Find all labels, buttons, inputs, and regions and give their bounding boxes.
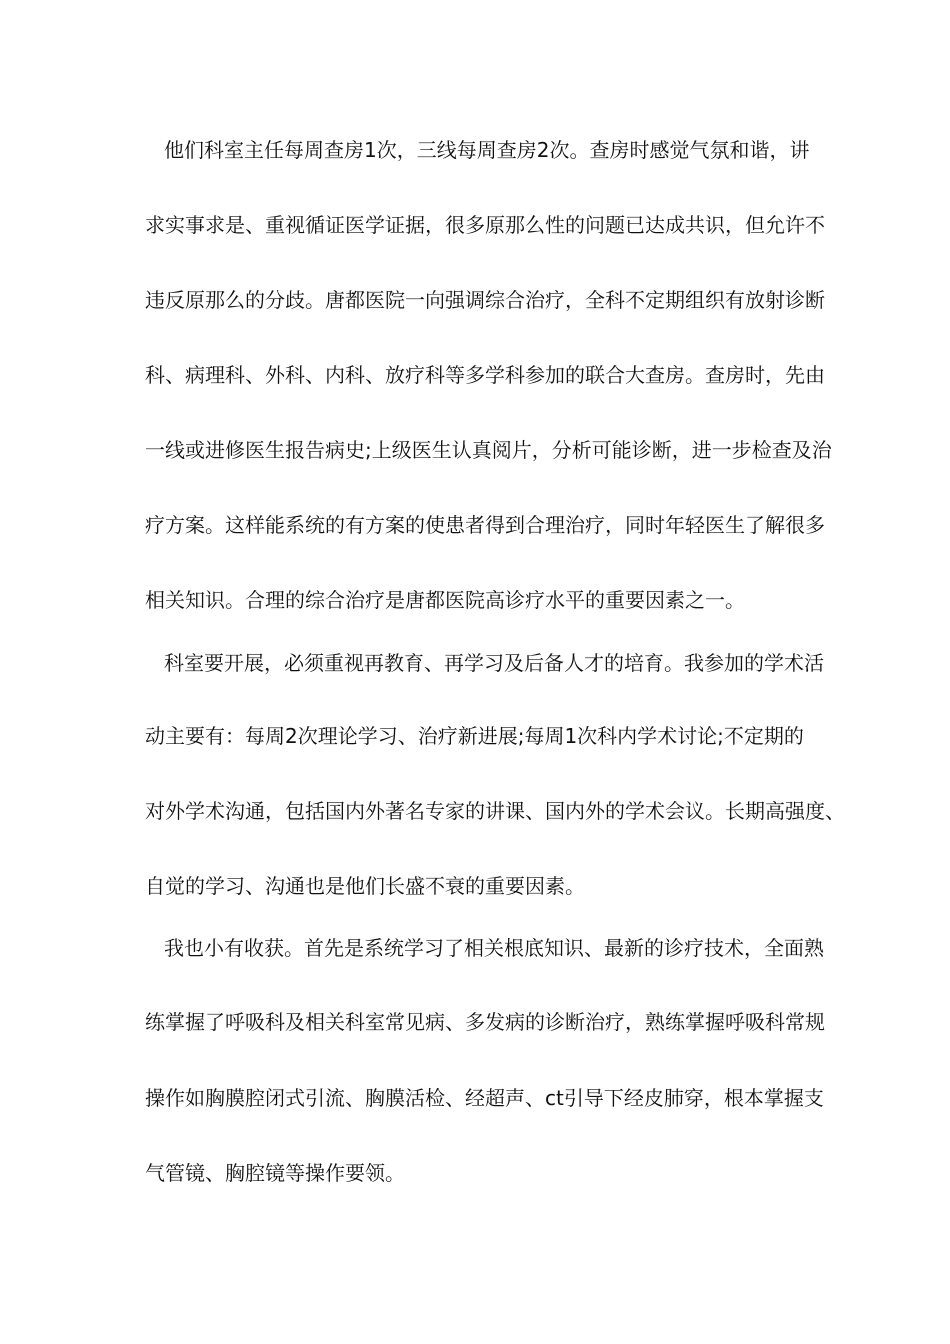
paragraph-3-line-4: 气管镜、胸腔镜等操作要领。 — [145, 1161, 405, 1185]
paragraph-3-line-3: 操作如胸膜腔闭式引流、胸膜活检、经超声、ct引导下经皮肺穿，根本掌握支 — [145, 1086, 824, 1110]
paragraph-3-line-2: 练掌握了呼吸科及相关科室常见病、多发病的诊断治疗，熟练掌握呼吸科常规 — [145, 1010, 825, 1034]
paragraph-3-line-1: 我也小有收获。首先是系统学习了相关根底知识、最新的诊疗技术，全面熟 — [164, 936, 824, 960]
paragraph-2-line-4: 自觉的学习、沟通也是他们长盛不衰的重要因素。 — [145, 874, 585, 898]
paragraph-1-line-3: 违反原那么的分歧。唐都医院一向强调综合治疗，全科不定期组织有放射诊断 — [145, 288, 825, 312]
paragraph-1-line-1: 他们科室主任每周查房1次，三线每周查房2次。查房时感觉气氛和谐，讲 — [164, 138, 810, 162]
paragraph-1-line-7: 相关知识。合理的综合治疗是唐都医院高诊疗水平的重要因素之一。 — [145, 588, 745, 612]
paragraph-1-line-2: 求实事求是、重视循证医学证据，很多原那么性的问题已达成共识，但允许不 — [145, 213, 825, 237]
paragraph-1-line-5: 一线或进修医生报告病史;上级医生认真阅片，分析可能诊断，进一步检查及治 — [145, 438, 832, 462]
paragraph-2-line-3: 对外学术沟通，包括国内外著名专家的讲课、国内外的学术会议。长期高强度、 — [145, 799, 845, 823]
paragraph-2-line-1: 科室要开展，必须重视再教育、再学习及后备人才的培育。我参加的学术活 — [164, 651, 824, 675]
paragraph-1-line-4: 科、病理科、外科、内科、放疗科等多学科参加的联合大查房。查房时，先由 — [145, 363, 825, 387]
paragraph-2-line-2: 动主要有：每周2次理论学习、治疗新进展;每周1次科内学术讨论;不定期的 — [145, 724, 804, 748]
paragraph-1-line-6: 疗方案。这样能系统的有方案的使患者得到合理治疗，同时年轻医生了解很多 — [145, 513, 825, 537]
